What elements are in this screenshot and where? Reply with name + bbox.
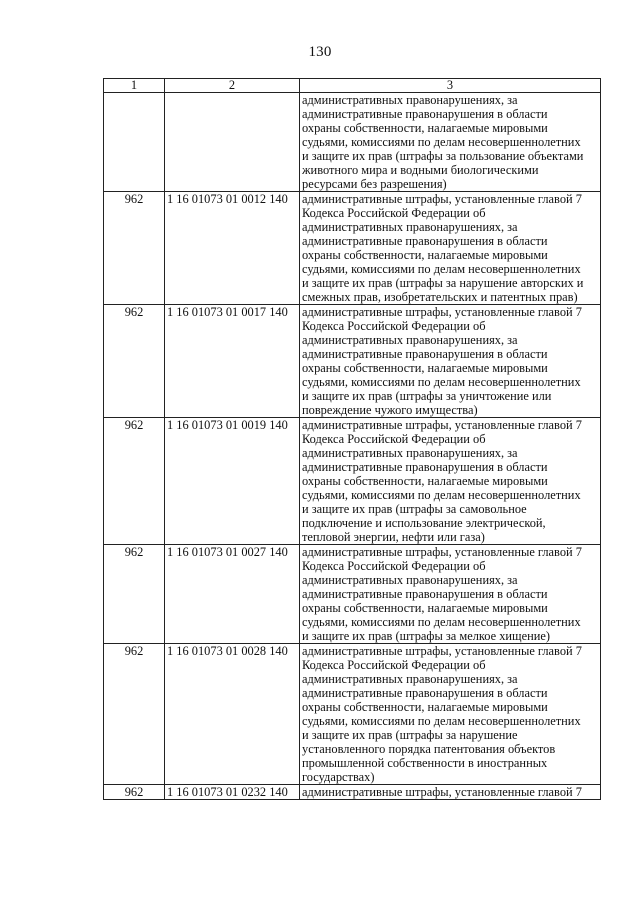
description-line: и защите их прав (штрафы за самовольное	[302, 502, 527, 516]
description-line: судьями, комиссиями по делам несовершеннолетних	[302, 262, 581, 276]
page-number: 130	[308, 44, 332, 60]
table-row	[104, 785, 601, 800]
description-cell	[300, 192, 601, 305]
description-line: административные штрафы, установленные главой 7	[302, 192, 582, 206]
description-line: охраны собственности, налагаемые мировыми	[302, 121, 548, 135]
description-line: административные штрафы, установленные главой 7	[302, 305, 582, 319]
description-line: охраны собственности, налагаемые мировыми	[302, 474, 548, 488]
column-header-3: 3	[300, 79, 601, 93]
admin-code-cell	[104, 93, 165, 192]
table-row	[104, 192, 601, 305]
description-line: административных правонарушениях, за	[302, 333, 518, 347]
budget-code-cell: 1 16 01073 01 0027 140	[165, 545, 300, 644]
admin-code-cell: 962	[104, 192, 165, 305]
description-line: и защите их прав (штрафы за мелкое хищение)	[302, 629, 550, 643]
budget-code-cell: 1 16 01073 01 0017 140	[165, 305, 300, 418]
column-header-1: 1	[104, 79, 165, 93]
table-row	[104, 93, 601, 192]
table-row	[104, 545, 601, 644]
description-line: судьями, комиссиями по делам несовершеннолетних	[302, 488, 581, 502]
admin-code-cell: 962	[104, 418, 165, 545]
description-line: административные правонарушения в области	[302, 460, 548, 474]
description-line: административные правонарушения в области	[302, 587, 548, 601]
description-line: животного мира и водными биологическими	[302, 163, 539, 177]
description-line: Кодекса Российской Федерации об	[302, 206, 486, 220]
description-line: подключение и использование электрической,	[302, 516, 546, 530]
description-line: установленного порядка патентования объектов	[302, 742, 556, 756]
description-cell	[300, 545, 601, 644]
admin-code-cell: 962	[104, 785, 165, 800]
description-cell	[300, 93, 601, 192]
description-line: административные правонарушения в области	[302, 347, 548, 361]
budget-code-cell: 1 16 01073 01 0012 140	[165, 192, 300, 305]
description-cell	[300, 644, 601, 785]
description-line: и защите их прав (штрафы за уничтожение или	[302, 389, 552, 403]
description-line: смежных прав, изобретательских и патентных прав)	[302, 290, 578, 304]
description-line: административные штрафы, установленные главой 7	[302, 418, 582, 432]
budget-code-cell: 1 16 01073 01 0028 140	[165, 644, 300, 785]
description-line: административные правонарушения в области	[302, 107, 548, 121]
column-header-2: 2	[165, 79, 300, 93]
budget-code-cell	[165, 93, 300, 192]
description-line: судьями, комиссиями по делам несовершеннолетних	[302, 375, 581, 389]
description-line: охраны собственности, налагаемые мировыми	[302, 361, 548, 375]
description-line: и защите их прав (штрафы за нарушение авторских и	[302, 276, 584, 290]
description-line: административных правонарушениях, за	[302, 93, 518, 107]
table-row	[104, 644, 601, 785]
admin-code-cell: 962	[104, 545, 165, 644]
budget-code-cell: 1 16 01073 01 0019 140	[165, 418, 300, 545]
description-line: административные штрафы, установленные главой 7	[302, 785, 582, 799]
admin-code-cell: 962	[104, 305, 165, 418]
table-header-row	[104, 79, 601, 93]
description-line: административные правонарушения в области	[302, 686, 548, 700]
description-line: и защите их прав (штрафы за пользование объектами	[302, 149, 584, 163]
budget-code-cell: 1 16 01073 01 0232 140	[165, 785, 300, 800]
description-line: и защите их прав (штрафы за нарушение	[302, 728, 518, 742]
description-line: промышленной собственности в иностранных	[302, 756, 548, 770]
description-line: охраны собственности, налагаемые мировыми	[302, 700, 548, 714]
description-line: охраны собственности, налагаемые мировыми	[302, 601, 548, 615]
description-line: Кодекса Российской Федерации об	[302, 658, 486, 672]
description-cell	[300, 418, 601, 545]
description-line: повреждение чужого имущества)	[302, 403, 478, 417]
description-cell	[300, 305, 601, 418]
table-row	[104, 418, 601, 545]
description-line: судьями, комиссиями по делам несовершеннолетних	[302, 615, 581, 629]
table-row	[104, 305, 601, 418]
description-line: административных правонарушениях, за	[302, 672, 518, 686]
description-line: Кодекса Российской Федерации об	[302, 319, 486, 333]
description-line: административных правонарушениях, за	[302, 573, 518, 587]
description-line: Кодекса Российской Федерации об	[302, 559, 486, 573]
admin-code-cell: 962	[104, 644, 165, 785]
description-line: административные штрафы, установленные главой 7	[302, 644, 582, 658]
description-line: Кодекса Российской Федерации об	[302, 432, 486, 446]
description-line: государствах)	[302, 770, 375, 784]
revenue-codes-table	[103, 78, 601, 800]
description-cell	[300, 785, 601, 800]
description-line: тепловой энергии, нефти или газа)	[302, 530, 485, 544]
table-body	[104, 79, 601, 800]
description-line: судьями, комиссиями по делам несовершеннолетних	[302, 135, 581, 149]
description-line: ресурсами без разрешения)	[302, 177, 447, 191]
description-line: административных правонарушениях, за	[302, 220, 518, 234]
description-line: административных правонарушениях, за	[302, 446, 518, 460]
description-line: административные правонарушения в области	[302, 234, 548, 248]
description-line: охраны собственности, налагаемые мировыми	[302, 248, 548, 262]
description-line: судьями, комиссиями по делам несовершеннолетних	[302, 714, 581, 728]
description-line: административные штрафы, установленные главой 7	[302, 545, 582, 559]
